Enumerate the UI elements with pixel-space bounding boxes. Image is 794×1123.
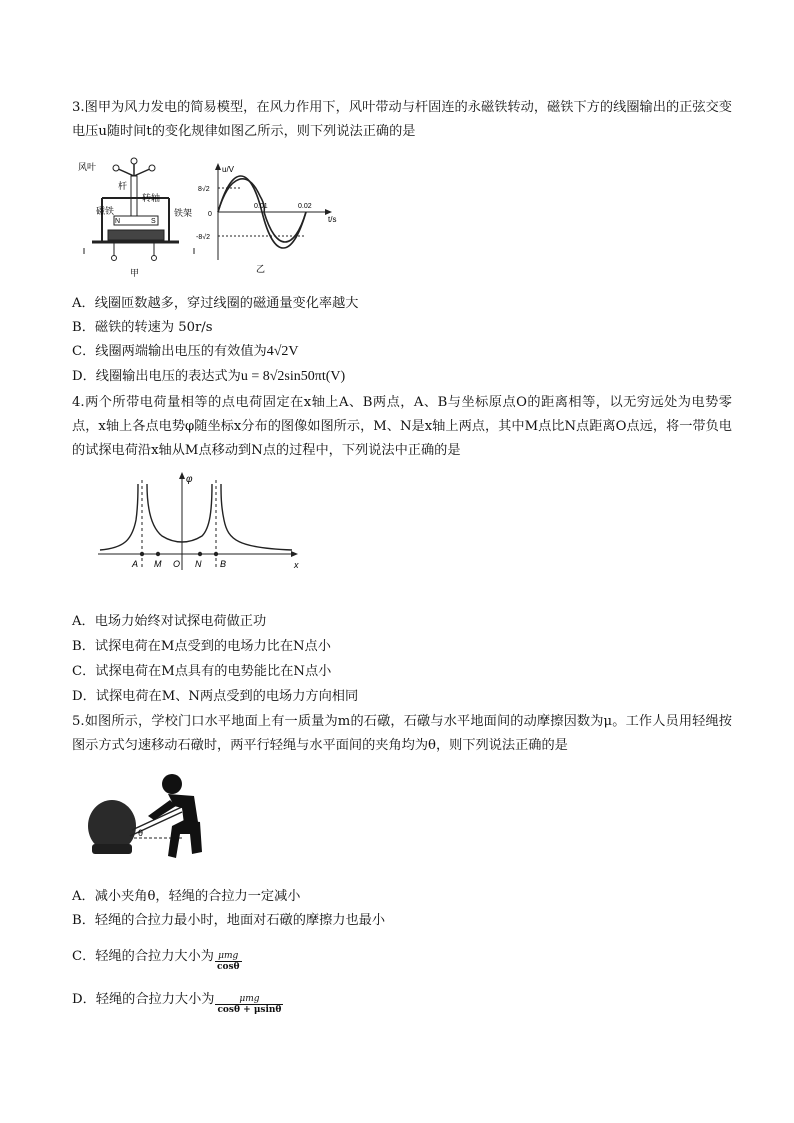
potential-graph (94, 470, 304, 580)
point-n (198, 552, 202, 556)
point-a (140, 552, 144, 556)
stone-base (92, 844, 132, 854)
graph-ylabel: u/V (222, 165, 235, 174)
q4-option-c: C．试探电荷在M点具有的电势能比在N点小 (72, 664, 332, 679)
q5-option-d-numerator: μmg (215, 994, 283, 1005)
graph-y-top: 8√2 (198, 186, 210, 193)
q3-option-c-text: C．线圈两端输出电压的有效值为 (72, 344, 267, 359)
label-b: B (220, 559, 227, 569)
label-a: A (132, 559, 139, 569)
q3-option-b: B．磁铁的转速为 50r/s (72, 320, 213, 335)
question-5-stem: 5.如图所示，学校门口水平地面上有一质量为m的石礅，石礅与水平地面间的动摩擦因数为μ。工作人员用轻绳按图示方式匀速移动石礅时，两平行轻绳与水平面间的夹角均为θ，则下列说法正确的是 (72, 714, 732, 753)
theta-label: θ (138, 828, 144, 838)
graph-x-tick1: 0.01 (254, 203, 268, 210)
q5-option-d-text: D．轻绳的合拉力大小为 (72, 992, 215, 1007)
wind-generator-figure (74, 156, 212, 280)
label-gan: 杆 (118, 181, 128, 191)
blade-tip (113, 165, 119, 171)
label-n: N (195, 559, 202, 569)
label-o: O (173, 559, 181, 569)
magnet-n-label: N (115, 218, 121, 225)
blade-tip (131, 158, 137, 164)
curve-middle (147, 484, 212, 542)
label-fengye: 风叶 (78, 162, 97, 172)
graph-x-tick2: 0.02 (298, 203, 312, 210)
q5-option-a: A．减小夹角θ，轻绳的合拉力一定减小 (72, 889, 301, 904)
q3-option-a: A．线圈匝数越多，穿过线圈的磁通量变化率越大 (72, 296, 359, 311)
label-citie: 磁铁 (96, 206, 115, 216)
q3-option-d (72, 366, 345, 388)
curve-left (100, 484, 138, 550)
question-5 (72, 710, 732, 758)
label-zhouzhou: 转轴 (142, 193, 161, 203)
blade-tip (149, 165, 155, 171)
q5-option-c-text: C．轻绳的合拉力大小为 (72, 949, 214, 964)
question-3 (72, 96, 732, 144)
y-axis-arrow (179, 472, 185, 479)
q5-option-c-denominator: cosθ (216, 962, 240, 972)
y-axis-arrow (215, 163, 221, 170)
stone-pull-figure (84, 772, 224, 872)
caption-jia: 甲 (130, 268, 140, 278)
person-head (162, 774, 182, 794)
caption-yi: 乙 (256, 264, 266, 274)
graph-y-zero: 0 (208, 211, 212, 218)
q3-option-d-text: D．线圈输出电压的表达式为 (72, 369, 241, 384)
curve-right (221, 484, 292, 550)
x-axis-arrow (291, 551, 298, 557)
q4-option-b: B．试探电荷在M点受到的电场力比在N点小 (72, 639, 331, 654)
point-b (214, 552, 218, 556)
person-body (168, 794, 198, 824)
terminal (152, 256, 157, 261)
graph-phi-label: φ (186, 474, 193, 485)
question-4 (72, 391, 732, 463)
terminal (112, 256, 117, 261)
q4-option-d: D．试探电荷在M、N两点受到的电场力方向相同 (72, 689, 359, 704)
q5-option-d (72, 989, 283, 1015)
q5-option-b: B．轻绳的合拉力最小时，地面对石礅的摩擦力也最小 (72, 913, 386, 928)
q5-option-d-fraction (215, 994, 283, 1015)
question-3-stem: 3.图甲为风力发电的简易模型，在风力作用下，风叶带动与杆固连的永磁铁转动，磁铁下方的线圈输出的正弦交变电压u随时间t的变化规律如图乙所示，则下列说法正确的是 (72, 100, 732, 139)
point-m (156, 552, 160, 556)
q4-option-a: A．电场力始终对试探电荷做正功 (72, 614, 267, 629)
q5-option-c-fraction (215, 951, 242, 972)
magnet-s-label: S (151, 218, 156, 225)
person-legs (168, 820, 202, 858)
q3-option-d-formula: u = 8√2sin50πt(V) (240, 369, 346, 384)
label-m: M (154, 559, 162, 569)
graph-xlabel: t/s (328, 215, 337, 224)
voltage-graph (198, 160, 343, 278)
graph-y-bottom: -8√2 (196, 234, 210, 241)
graph-x-label: x (294, 560, 299, 570)
q3-option-c-formula: 4√2V (266, 344, 299, 359)
q5-option-c-numerator: μmg (215, 951, 242, 962)
label-tiejia: 铁架 (174, 208, 193, 218)
q5-option-c (72, 946, 242, 972)
q5-option-d-denominator: cosθ + μsinθ (217, 1005, 282, 1015)
coil (108, 230, 164, 240)
q3-option-c (72, 341, 299, 363)
question-4-stem: 4.两个所带电荷量相等的点电荷固定在x轴上A、B两点，A、B与坐标原点O的距离相等，以无穷远处为电势零点，x轴上各点电势φ随坐标x分布的图像如图所示，M、N是x轴上两点，其中M点比N点距离O点远，将一带负电的试探电荷沿x轴从M点移动到N点的过程中，下列说法中正确的是 (72, 395, 732, 458)
